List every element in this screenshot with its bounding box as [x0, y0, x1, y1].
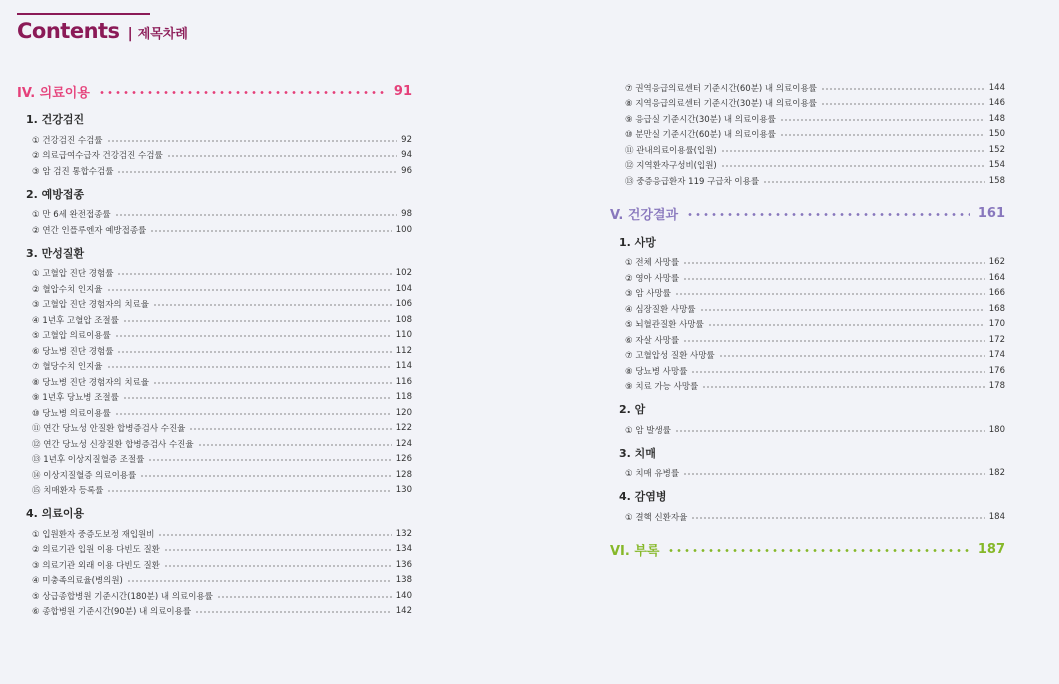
dot-leader: [198, 444, 392, 446]
toc-entry-title: ② 의료기관 입원 이용 다빈도 질환: [32, 545, 160, 556]
dot-leader: [821, 88, 985, 90]
toc-entry-page: 180: [988, 424, 1005, 435]
toc-entry[interactable]: [610, 96, 1005, 112]
dot-leader: [667, 549, 969, 552]
toc-entry-title: ① 전체 사망률: [625, 258, 680, 269]
toc-entry-page: 162: [988, 257, 1005, 268]
toc-entry-page: 130: [395, 485, 412, 496]
toc-entry-page: 154: [988, 160, 1005, 171]
dot-leader: [115, 214, 398, 216]
toc-entry-page: 96: [401, 165, 412, 176]
toc-entry[interactable]: [610, 332, 1005, 348]
toc-entry[interactable]: [610, 348, 1005, 364]
toc-entry[interactable]: [17, 132, 412, 148]
toc-entry-page: 108: [395, 314, 412, 325]
toc-entry-page: 124: [395, 438, 412, 449]
toc-entry-page: 100: [395, 224, 412, 235]
toc-entry-title: ① 고혈압 진단 경험률: [32, 269, 114, 280]
dot-leader: [721, 165, 985, 167]
toc-entry-page: 134: [395, 544, 412, 555]
toc-entry-page: 132: [395, 528, 412, 539]
toc-entry-title: ① 결핵 신환자율: [625, 512, 688, 523]
toc-entry-page: 166: [988, 288, 1005, 299]
toc-entry-title: ⑪ 관내의료이용률(입원): [625, 145, 717, 156]
toc-entry[interactable]: [610, 317, 1005, 333]
toc-entry[interactable]: [17, 359, 412, 375]
dot-leader: [683, 340, 985, 342]
toc-entry-title: ③ 암 사망률: [625, 289, 671, 300]
toc-entry-page: 184: [988, 511, 1005, 522]
toc-entry[interactable]: [17, 374, 412, 390]
toc-entry[interactable]: [17, 467, 412, 483]
toc-entry-page: 182: [988, 468, 1005, 479]
section-page: 161: [977, 206, 1005, 221]
toc-entry-page: 94: [401, 150, 412, 161]
toc-entry[interactable]: [17, 281, 412, 297]
toc-entry[interactable]: [610, 301, 1005, 317]
dot-leader: [127, 580, 392, 582]
toc-entry-title: ⑧ 당뇨병 진단 경험자의 치료율: [32, 377, 149, 388]
toc-entry[interactable]: [610, 142, 1005, 158]
dot-leader: [683, 262, 985, 264]
toc-entry-title: ⑩ 분만실 기준시간(60분) 내 의료이용률: [625, 130, 776, 141]
toc-entry-title: ⑦ 권역응급의료센터 기준시간(60분) 내 의료이용률: [625, 83, 817, 94]
toc-entry-page: 116: [395, 376, 412, 387]
toc-entry-page: 128: [395, 469, 412, 480]
toc-entry[interactable]: [17, 452, 412, 468]
toc-entry-title: ④ 미충족의료율(병의원): [32, 576, 123, 587]
toc-entry-page: 178: [988, 381, 1005, 392]
toc-entry-title: ⑫ 연간 당뇨성 신장질환 합병증검사 수진율: [32, 439, 194, 450]
dot-leader: [123, 320, 392, 322]
toc-entry-title: ⑪ 연간 당뇨성 안질환 합병증검사 수진율: [32, 424, 186, 435]
toc-entry-page: 126: [395, 454, 412, 465]
toc-entry[interactable]: [610, 379, 1005, 395]
dot-leader: [115, 413, 392, 415]
toc-entry-page: 174: [988, 350, 1005, 361]
toc-section-v[interactable]: [610, 203, 1005, 225]
dot-leader: [675, 293, 985, 295]
toc-entry[interactable]: [610, 111, 1005, 127]
toc-entry-page: 120: [395, 407, 412, 418]
dot-leader: [167, 155, 397, 157]
toc-entry-page: 172: [988, 334, 1005, 345]
toc-entry-page: 98: [401, 209, 412, 220]
dot-leader: [117, 351, 391, 353]
dot-leader: [117, 273, 391, 275]
toc-entry[interactable]: [610, 509, 1005, 525]
dot-leader: [195, 611, 392, 613]
toc-entry[interactable]: [17, 297, 412, 313]
toc-entry-page: 104: [395, 283, 412, 294]
toc-entry-title: ⑨ 응급실 기준시간(30분) 내 의료이용률: [625, 114, 776, 125]
toc-entry-page: 150: [988, 129, 1005, 140]
dot-leader: [708, 324, 985, 326]
toc-entry-page: 110: [395, 330, 412, 341]
toc-subsection-title[interactable]: 3. 만성질환: [26, 246, 85, 260]
toc-entry[interactable]: [17, 421, 412, 437]
toc-entry-page: 92: [401, 134, 412, 145]
toc-entry-title: ① 입원환자 중증도보정 재입원비: [32, 529, 155, 540]
toc-entry-title: ① 만 6세 완전접종률: [32, 210, 111, 221]
toc-entry-title: ⑥ 종합병원 기준시간(90분) 내 의료이용률: [32, 607, 192, 618]
toc-entry-title: ③ 의료기관 외래 이용 다빈도 질환: [32, 560, 160, 571]
title-separator: |: [127, 26, 133, 42]
toc-entry[interactable]: [17, 557, 412, 573]
toc-entry-title: ⑧ 당뇨병 사망률: [625, 366, 688, 377]
section-page: 91: [393, 83, 412, 99]
toc-entry-page: 158: [988, 175, 1005, 186]
toc-entry[interactable]: [17, 483, 412, 499]
toc-entry[interactable]: [610, 127, 1005, 143]
dot-leader: [691, 371, 984, 373]
dot-leader: [686, 213, 970, 216]
page-title: Contents: [17, 19, 120, 43]
toc-entry-title: ⑬ 1년후 이상지질혈증 조절률: [32, 455, 145, 466]
toc-right-column: [610, 80, 1005, 571]
toc-entry[interactable]: [17, 526, 412, 542]
toc-entry[interactable]: [610, 255, 1005, 271]
toc-entry-title: ⑨ 치료 가능 사망률: [625, 382, 699, 393]
dot-leader: [153, 382, 392, 384]
toc-entry-title: ⑬ 중증응급환자 119 구급차 이용률: [625, 176, 760, 187]
toc-entry-page: 164: [988, 272, 1005, 283]
toc-entry-title: ⑤ 고혈압 의료이용률: [32, 331, 111, 342]
toc-entry-title: ③ 암 검진 통합수검률: [32, 166, 114, 177]
toc-entry[interactable]: [17, 163, 412, 179]
toc-entry[interactable]: [17, 436, 412, 452]
contents-header: [17, 19, 188, 43]
toc-entry[interactable]: [610, 173, 1005, 189]
toc-entry-page: 102: [395, 268, 412, 279]
section-label: V. 건강결과: [610, 208, 679, 223]
toc-entry[interactable]: [17, 148, 412, 164]
toc-entry[interactable]: [17, 573, 412, 589]
toc-entry[interactable]: [17, 312, 412, 328]
dot-leader: [107, 289, 392, 291]
toc-entry[interactable]: [610, 270, 1005, 286]
toc-subsection-title[interactable]: 1. 사망: [619, 235, 656, 249]
toc-entry-title: ⑨ 1년후 당뇨병 조절률: [32, 393, 119, 404]
toc-entry-page: 168: [988, 303, 1005, 314]
toc-section-vi[interactable]: [610, 539, 1005, 561]
toc-entry-title: ⑭ 이상지질혈증 의료이용률: [32, 470, 137, 481]
toc-entry-title: ② 혈압수치 인지율: [32, 284, 103, 295]
toc-entry-title: ⑧ 지역응급의료센터 기준시간(30분) 내 의료이용률: [625, 99, 817, 110]
section-label: VI. 부록: [610, 544, 660, 559]
toc-entry-title: ⑥ 당뇨병 진단 경험률: [32, 346, 114, 357]
dot-leader: [150, 230, 392, 232]
toc-entry-page: 136: [395, 559, 412, 570]
toc-continued-items: [610, 80, 1005, 189]
toc-entry[interactable]: [17, 343, 412, 359]
dot-leader: [123, 397, 392, 399]
dot-leader: [189, 428, 391, 430]
toc-entry[interactable]: [17, 222, 412, 238]
dot-leader: [683, 278, 985, 280]
toc-entry[interactable]: [17, 588, 412, 604]
toc-entry-title: ⑫ 지역환자구성비(입원): [625, 161, 717, 172]
dot-leader: [700, 309, 985, 311]
toc-entry-page: 114: [395, 361, 412, 372]
toc-entry-title: ④ 심장질환 사망률: [625, 304, 696, 315]
dot-leader: [158, 534, 391, 536]
toc-entry-page: 138: [395, 575, 412, 586]
dot-leader: [217, 596, 392, 598]
toc-entry-title: ② 영아 사망률: [625, 273, 680, 284]
toc-entry[interactable]: [17, 542, 412, 558]
toc-entry-title: ④ 1년후 고혈압 조절률: [32, 315, 119, 326]
dot-leader: [691, 517, 984, 519]
dot-leader: [719, 355, 985, 357]
toc-entry[interactable]: [17, 390, 412, 406]
toc-entry[interactable]: [17, 604, 412, 620]
toc-entry-title: ① 치매 유병률: [625, 469, 680, 480]
dot-leader: [107, 366, 392, 368]
toc-entry[interactable]: [610, 466, 1005, 482]
toc-subsection-title[interactable]: 2. 예방접종: [26, 187, 85, 201]
toc-entry-page: 170: [988, 319, 1005, 330]
toc-entry[interactable]: [610, 286, 1005, 302]
toc-subsection-title[interactable]: 2. 암: [619, 403, 646, 416]
dot-leader: [148, 459, 391, 461]
toc-entry-page: 112: [395, 345, 412, 356]
dot-leader: [702, 386, 985, 388]
dot-leader: [107, 140, 398, 142]
toc-entry-page: 176: [988, 365, 1005, 376]
toc-entry-title: ① 건강검진 수검률: [32, 135, 103, 146]
dot-leader: [98, 91, 386, 94]
toc-entry[interactable]: [17, 207, 412, 223]
toc-entry-title: ⑩ 당뇨병 의료이용률: [32, 408, 111, 419]
toc-entry-title: ⑮ 치매환자 등록률: [32, 486, 104, 497]
toc-entry-page: 146: [988, 98, 1005, 109]
dot-leader: [140, 475, 392, 477]
toc-entry[interactable]: [610, 363, 1005, 379]
toc-entry-page: 106: [395, 299, 412, 310]
toc-subsection-title[interactable]: 4. 감염병: [619, 490, 667, 503]
dot-leader: [821, 103, 985, 105]
toc-entry-title: ② 연간 인플루엔자 예방접종률: [32, 225, 147, 236]
dot-leader: [153, 304, 392, 306]
dot-leader: [117, 171, 397, 173]
toc-entry-page: 148: [988, 113, 1005, 124]
header-rule: [17, 13, 150, 15]
toc-entry[interactable]: [17, 328, 412, 344]
toc-subsection-title[interactable]: 3. 치매: [619, 446, 656, 460]
dot-leader: [675, 430, 985, 432]
dot-leader: [780, 119, 985, 121]
toc-entry-page: 152: [988, 144, 1005, 155]
dot-leader: [164, 549, 392, 551]
toc-entry-title: ① 암 발생률: [625, 425, 671, 436]
toc-entry-page: 142: [395, 606, 412, 617]
toc-entry[interactable]: [610, 158, 1005, 174]
toc-entry-title: ⑦ 혈당수치 인지율: [32, 362, 103, 373]
dot-leader: [763, 181, 985, 183]
toc-entry-title: ③ 고혈압 진단 경험자의 치료율: [32, 300, 149, 311]
toc-entry[interactable]: [17, 405, 412, 421]
toc-left-column: [17, 80, 412, 619]
dot-leader: [115, 335, 392, 337]
toc-left-groups: [17, 112, 412, 619]
dot-leader: [164, 565, 392, 567]
dot-leader: [107, 490, 391, 492]
dot-leader: [721, 150, 985, 152]
toc-section-iv[interactable]: [17, 80, 412, 102]
toc-entry-page: 140: [395, 590, 412, 601]
toc-entry[interactable]: [610, 422, 1005, 438]
toc-entry[interactable]: [17, 266, 412, 282]
toc-entry[interactable]: [610, 80, 1005, 96]
toc-entry-title: ⑤ 뇌혈관질환 사망률: [625, 320, 704, 331]
toc-entry-title: ② 의료급여수급자 건강검진 수검률: [32, 151, 163, 162]
section-label: IV. 의료이용: [17, 85, 90, 101]
toc-entry-title: ⑥ 자살 사망률: [625, 335, 680, 346]
toc-entry-title: ⑦ 고혈압성 질환 사망률: [625, 351, 715, 362]
toc-subsection-title[interactable]: 1. 건강검진: [26, 113, 85, 126]
dot-leader: [683, 473, 985, 475]
toc-entry-title: ⑤ 상급종합병원 기준시간(180분) 내 의료이용률: [32, 591, 213, 602]
toc-subsection-title[interactable]: 4. 의료이용: [26, 507, 85, 520]
toc-entry-page: 118: [395, 392, 412, 403]
toc-entry-page: 144: [988, 82, 1005, 93]
toc-right-groups: [610, 235, 1005, 525]
toc-entry-page: 122: [395, 423, 412, 434]
dot-leader: [780, 134, 985, 136]
section-page: 187: [977, 542, 1005, 557]
page-subtitle: 제목차례: [137, 27, 188, 42]
